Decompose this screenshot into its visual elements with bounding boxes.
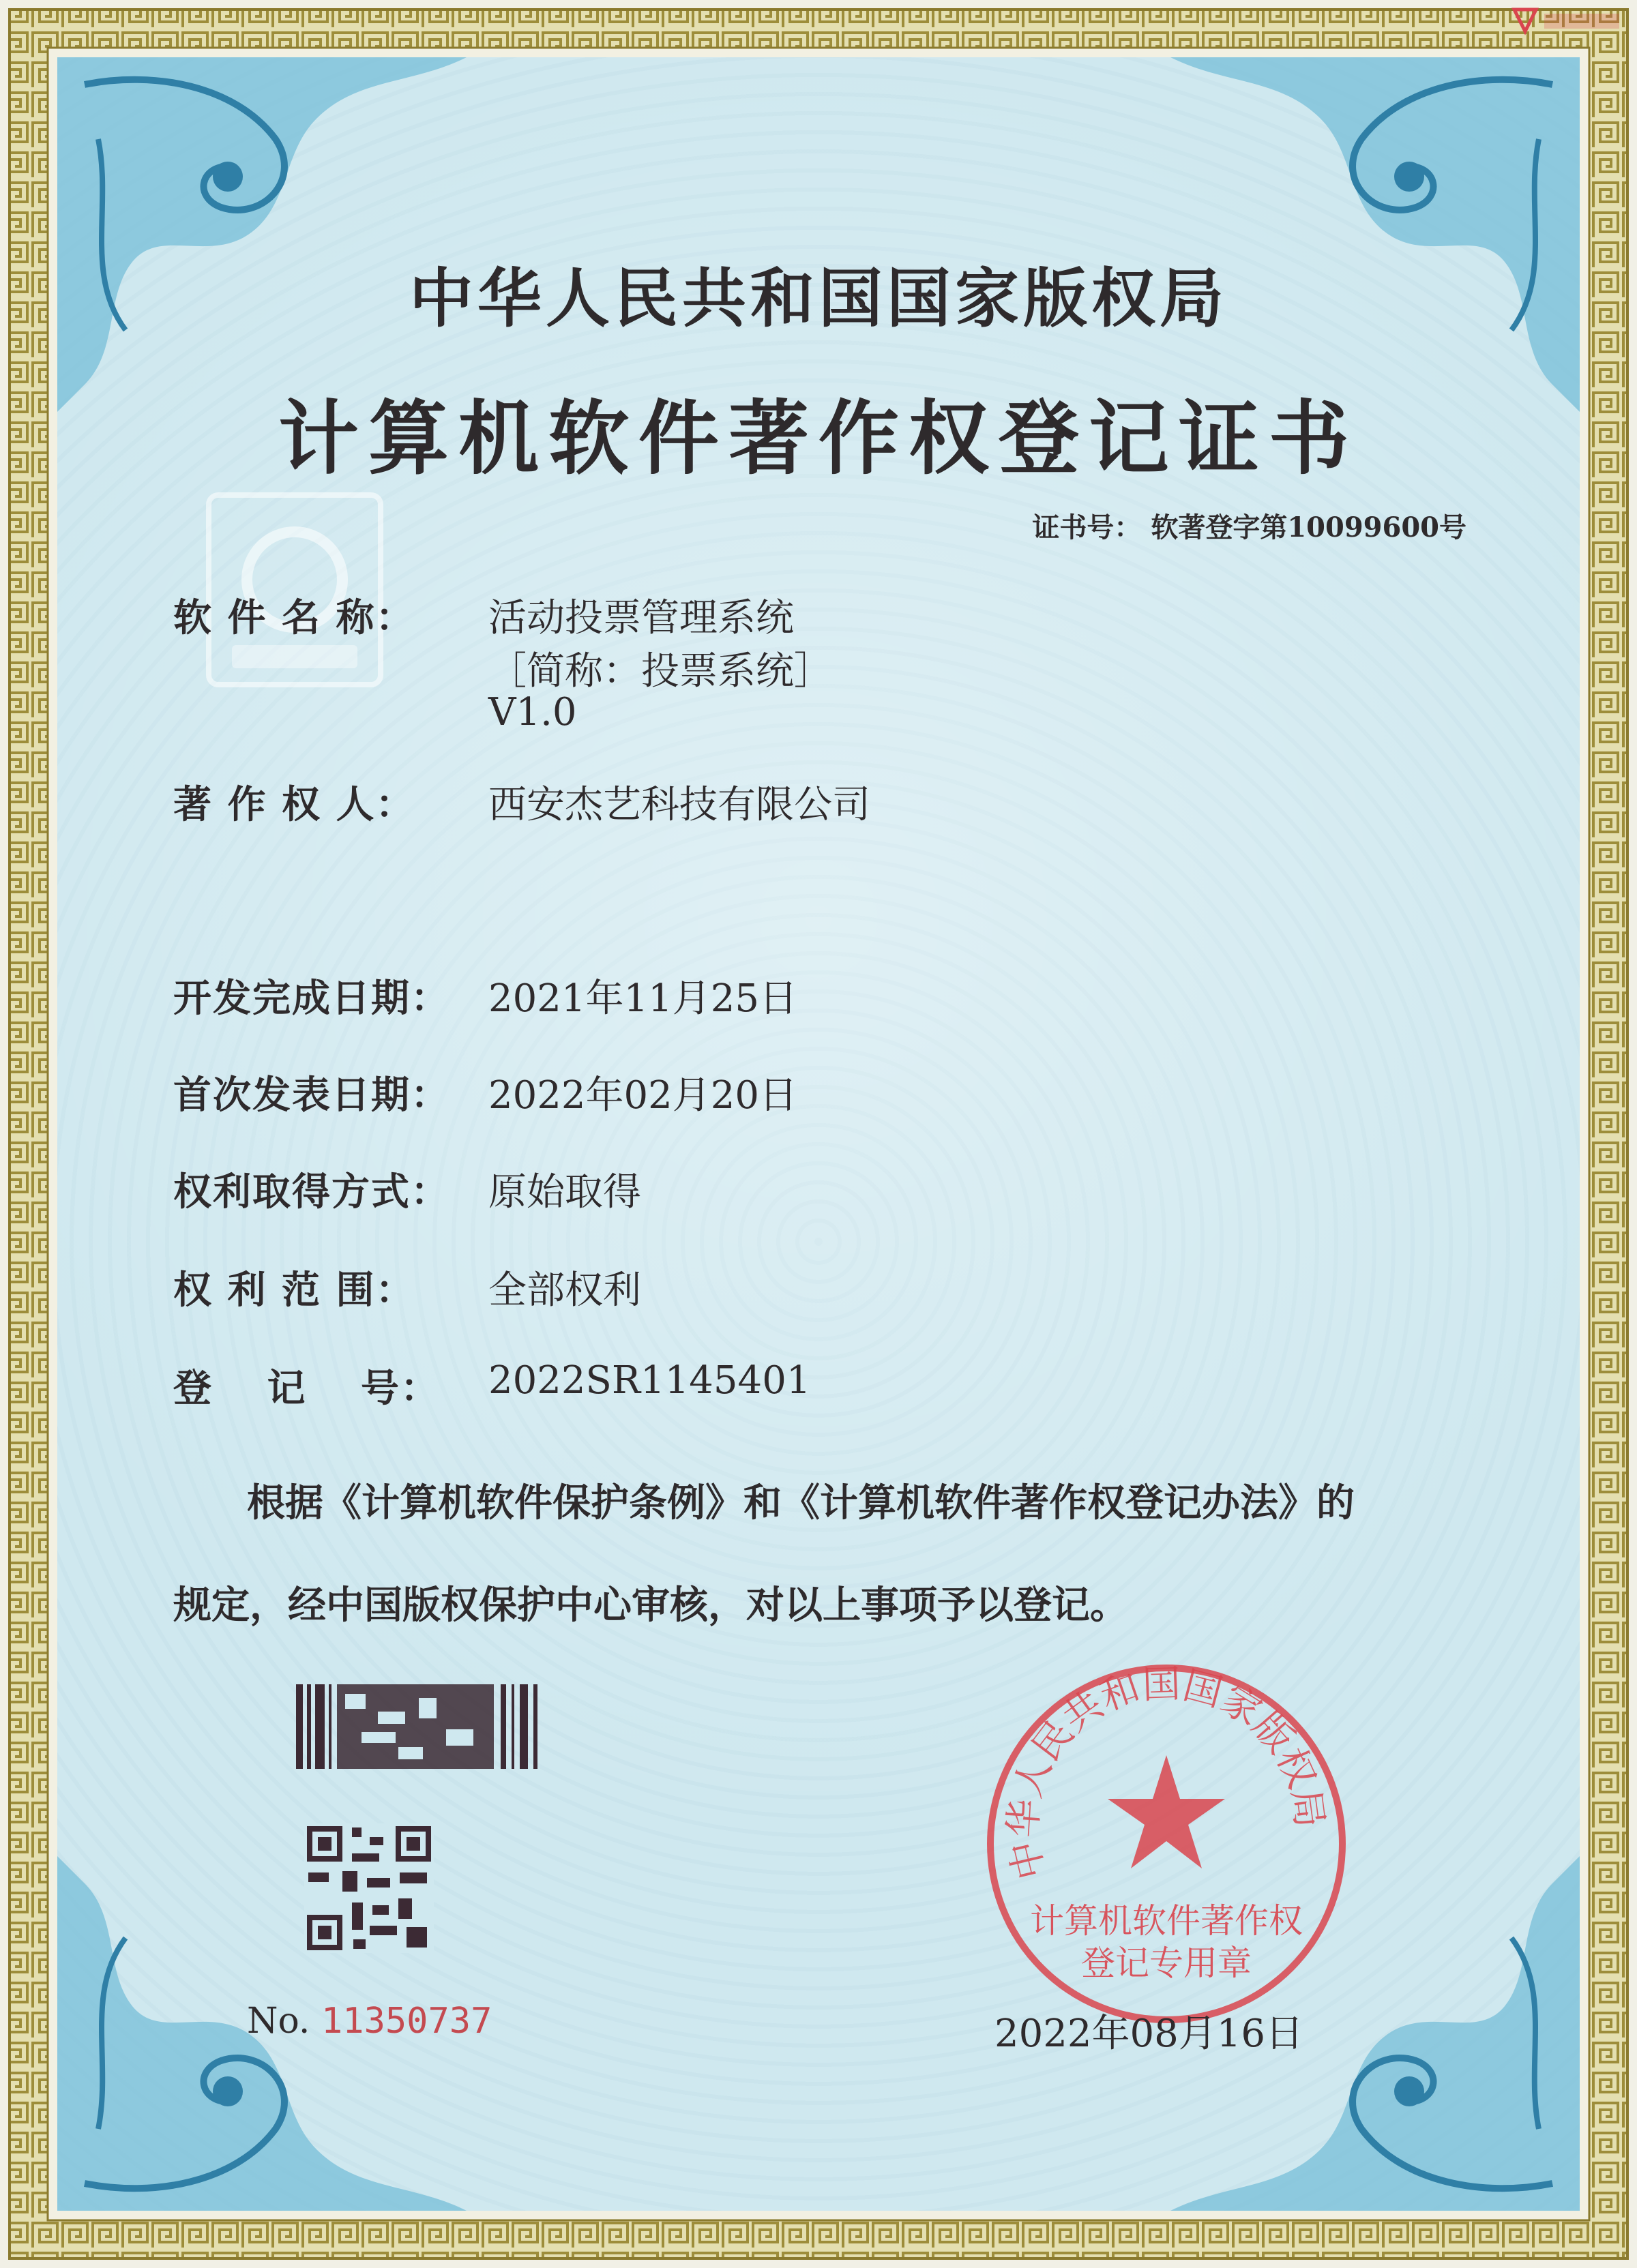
field-label-first-publish-date: 首次发表日期：	[173, 1073, 450, 1118]
field-value-first-publish-date: 2022年02月20日	[488, 1073, 798, 1118]
qr-code	[304, 1823, 434, 1953]
stamp-inner-line-2: 登记专用章	[1081, 1943, 1252, 1983]
issue-date: 2022年08月16日	[994, 2012, 1304, 2056]
software-short-name: ［简称：投票系统］	[488, 649, 832, 693]
statement-line-1: 根据《计算机软件保护条例》和《计算机软件著作权登记办法》的	[247, 1480, 1355, 1525]
field-label-rights-scope: 权 利 范 围：	[173, 1268, 415, 1313]
serial-digits: 11350737	[321, 2001, 492, 2042]
corner-ornament-top-left	[57, 57, 467, 412]
field-value-rights-scope: 全部权利	[488, 1268, 641, 1313]
serial-number	[247, 2001, 492, 2042]
field-label-copyright-owner: 著 作 权 人：	[173, 782, 415, 827]
field-value-software-name: 活动投票管理系统	[488, 596, 794, 640]
field-value-copyright-owner: 西安杰艺科技有限公司	[488, 783, 870, 827]
certificate-title: 计算机软件著作权登记证书	[278, 391, 1359, 486]
corner-ornament-top-right	[1170, 57, 1580, 412]
stamp-ring-text: 中华人民共和国国家版权局	[1001, 1662, 1332, 1884]
software-version: V1.0	[488, 690, 577, 734]
field-value-acquisition-method: 原始取得	[488, 1170, 641, 1214]
serial-prefix: No.	[247, 2001, 310, 2042]
corner-logo-watermark	[1509, 4, 1625, 38]
statement-line-2: 规定，经中国版权保护中心审核，对以上事项予以登记。	[173, 1583, 1128, 1628]
field-value-completion-date: 2021年11月25日	[488, 976, 798, 1021]
stamp-inner-line-1: 计算机软件著作权	[1030, 1901, 1303, 1941]
certificate-number: 证书号： 软著登字第10099600号	[1032, 511, 1466, 543]
field-value-registration-number: 2022SR1145401	[488, 1358, 811, 1403]
field-label-completion-date: 开发完成日期：	[173, 976, 450, 1021]
field-label-registration-number: 登 记 号：	[173, 1366, 440, 1411]
field-label-acquisition-method: 权利取得方式：	[173, 1169, 450, 1214]
field-label-software-name: 软 件 名 称：	[173, 595, 415, 640]
issuing-authority-title: 中华人民共和国国家版权局	[409, 261, 1228, 336]
barcode	[296, 1684, 542, 1769]
official-stamp	[982, 1660, 1351, 2028]
